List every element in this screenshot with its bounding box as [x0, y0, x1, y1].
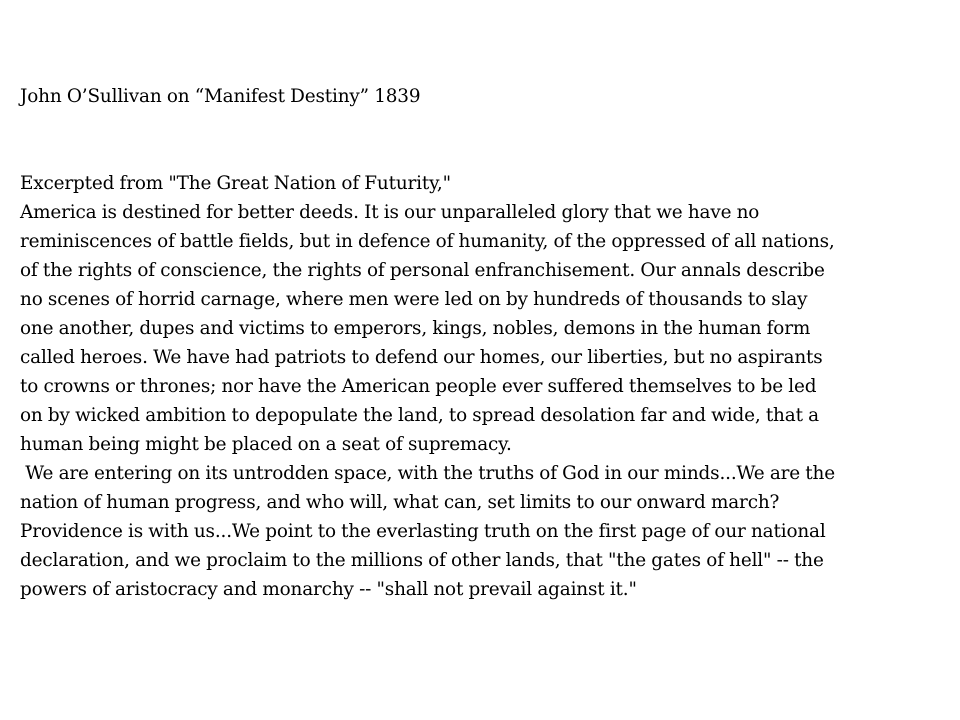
body-line: no scenes of horrid carnage, where men were led on by hundreds of thousands to slay: [20, 289, 808, 310]
body-line: declaration, and we proclaim to the millions of other lands, that "the gates of hell" -- the: [20, 550, 824, 571]
body-line: Providence is with us...We point to the everlasting truth on the first page of our national: [20, 521, 826, 542]
document-title: John O’Sullivan on “Manifest Destiny” 1839: [20, 86, 421, 107]
body-line: powers of aristocracy and monarchy -- "shall not prevail against it.": [20, 579, 637, 600]
blank-spacer: [20, 111, 945, 169]
body-line: reminiscences of battle fields, but in defence of humanity, of the oppressed of all nations,: [20, 231, 835, 252]
body-line: to crowns or thrones; nor have the American people ever suffered themselves to be led: [20, 376, 817, 397]
body-line: human being might be placed on a seat of supremacy.: [20, 434, 512, 455]
body-line: nation of human progress, and who will, what can, set limits to our onward march?: [20, 492, 780, 513]
body-line: on by wicked ambition to depopulate the land, to spread desolation far and wide, that a: [20, 405, 819, 426]
source-line: Excerpted from "The Great Nation of Futurity,": [20, 173, 451, 194]
body-line: one another, dupes and victims to emperors, kings, nobles, demons in the human form: [20, 318, 811, 339]
body-line: of the rights of conscience, the rights of personal enfranchisement. Our annals describe: [20, 260, 825, 281]
body-line: America is destined for better deeds. It is our unparalleled glory that we have no: [20, 202, 760, 223]
body-line: We are entering on its untrodden space, with the truths of God in our minds...We are the: [20, 463, 835, 484]
body-line: called heroes. We have had patriots to defend our homes, our liberties, but no aspirants: [20, 347, 823, 368]
text-block: [20, 82, 945, 604]
